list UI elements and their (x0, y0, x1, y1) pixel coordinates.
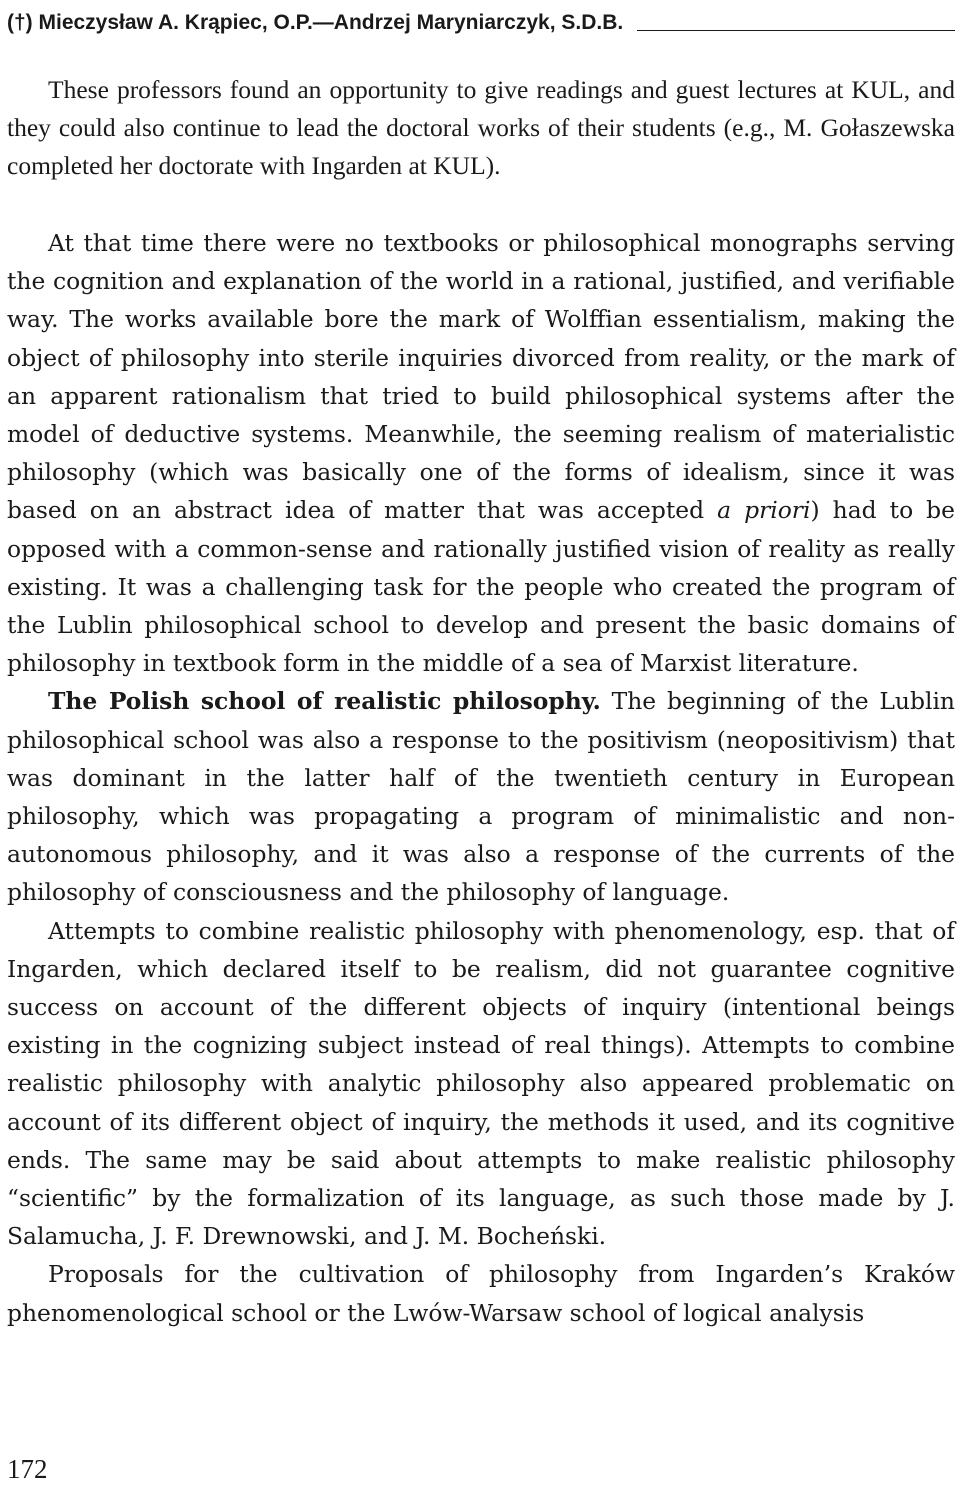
italic-a-priori: a priori (717, 496, 811, 525)
paragraph-proposals: Proposals for the cultivation of philosophy from Ingarden’s Kraków phenomenological school or the Lwów-Warsaw school of logical analysis (7, 1260, 955, 1327)
paragraph-block-top (7, 71, 955, 185)
body-text (7, 224, 955, 1332)
book-page (7, 0, 955, 1485)
section-heading-polish-school: The Polish school of realistic philosophy. (48, 687, 601, 716)
paragraph-attempts: Attempts to combine realistic philosophy with phenomenology, esp. that of Ingarden, which declared itself to be realism, did not guarantee cognitive success on account of the different objects of inquiry (intentional beings existing in the cognizing subject instead of real things). Attempts to combine realistic philosophy with analytic philosophy also appeared problematic on account of its different object of inquiry, the methods it used, and its cognitive ends. The same may be said about attempts to make realistic philosophy “scientific” by the formalization of its language, as such those made by J. Salamucha, J. F. Drewnowski, and J. M. Bocheński. (7, 916, 955, 1251)
paragraph-polish-school (7, 682, 955, 911)
paragraph-professors: These professors found an opportunity to give readings and guest lectures at KUL, and they could also continue to lead the doctoral works of their students (e.g., M. Gołaszewska completed her doctorate with Ingarden at KUL). (7, 75, 955, 180)
running-head (7, 6, 955, 36)
paragraph-textbooks-part-a: At that time there were no textbooks or philosophical monographs serving the cognition and explanation of the world in a rational, justified, and verifiable way. The works available bore the mark of Wolffian essentialism, making the object of philosophy into sterile inquiries divorced from reality, or the mark of an apparent rationalism that tried to build philosophical systems after the model of deductive systems. Meanwhile, the seeming realism of materialistic philosophy (which was basically one of the forms of idealism, since it was based on an abstract idea of matter that was accepted (7, 229, 955, 525)
running-head-text: (†) Mieczysław A. Krąpiec, O.P.—Andrzej Maryniarczyk, S.D.B. (7, 11, 624, 34)
paragraph-polish-school-body: The beginning of the Lublin philosophical school was also a response to the positivism (neopositivism) that was dominant in the latter half of the twentieth century in European philosophy, which was propagating a program of minimalistic and non-autonomous philosophy, and it was also a response of the currents of the philosophy of consciousness and the philosophy of language. (7, 687, 955, 907)
running-head-rule (637, 30, 955, 31)
paragraph-textbooks-part-b: ) had to be opposed with a common-sense and rationally justified vision of reality as really existing. It was a challenging task for the people who created the program of the Lublin philosophical school to develop and present the basic domains of philosophy in textbook form in the middle of a sea of Marxist literature. (7, 496, 956, 678)
page-number: 172 (7, 1454, 48, 1484)
paragraph-textbooks (7, 224, 955, 682)
